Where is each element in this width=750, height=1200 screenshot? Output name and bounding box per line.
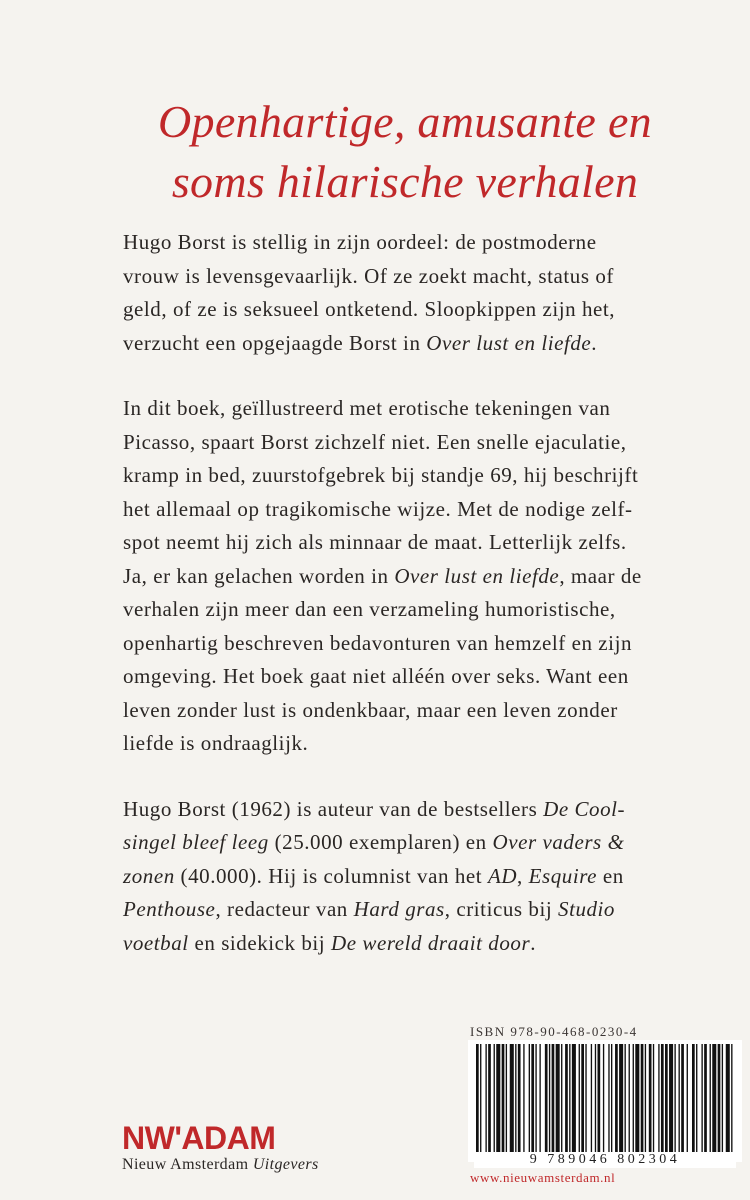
barcode-bar <box>658 1044 659 1154</box>
blurb <box>123 226 723 992</box>
barcode-bar <box>485 1044 486 1154</box>
barcode-bar <box>633 1044 634 1154</box>
barcode-bar <box>523 1044 524 1154</box>
book-title-italic: Over vaders & <box>492 830 625 854</box>
barcode-bar <box>549 1044 550 1154</box>
barcode-bars <box>476 1044 734 1154</box>
publication-italic: Studio <box>558 897 615 921</box>
barcode-bar <box>722 1044 723 1154</box>
barcode-bar <box>645 1044 646 1154</box>
text-line <box>123 793 723 827</box>
barcode-bar <box>625 1044 626 1154</box>
text-fragment: . <box>530 930 536 955</box>
barcode-bar <box>552 1044 555 1154</box>
barcode-bar <box>718 1044 721 1154</box>
text-line: omgeving. Het boek gaat niet alléén over seks. Want een <box>123 664 629 688</box>
text-line: geld, of ze is seksueel ontketend. Sloopkippen zijn het, <box>123 297 616 321</box>
barcode-bar <box>494 1044 495 1154</box>
text-fragment: , redacteur van <box>215 897 354 921</box>
paragraph-1 <box>123 226 723 360</box>
barcode-bar <box>603 1044 604 1154</box>
barcode-bar <box>569 1044 570 1154</box>
text-line: Hugo Borst is stellig in zijn oordeel: de postmoderne <box>123 230 597 254</box>
barcode-bar <box>674 1044 675 1154</box>
barcode-bar <box>591 1044 592 1154</box>
barcode-bar <box>581 1044 584 1154</box>
text-line: leven zonder lust is ondenkbaar, maar een leven zonder <box>123 697 618 722</box>
text-fragment: . <box>591 330 598 355</box>
barcode-bar <box>681 1044 684 1154</box>
barcode-bar <box>649 1044 652 1154</box>
text-line: In dit boek, geïllustreerd met erotische tekeningen van <box>123 396 611 420</box>
text-line <box>123 826 723 860</box>
isbn-label: ISBN 978-90-468-0230-4 <box>470 1024 638 1039</box>
book-title-italic: singel bleef leeg <box>123 830 269 854</box>
barcode-bar <box>731 1044 732 1154</box>
barcode-bar <box>545 1044 548 1154</box>
barcode-bar <box>595 1044 596 1154</box>
paragraph-2 <box>123 392 723 761</box>
text-fragment: , criticus bij <box>444 897 559 921</box>
barcode-bar <box>579 1044 580 1154</box>
barcode-bar <box>661 1044 664 1154</box>
barcode-bar <box>585 1044 586 1154</box>
barcode-bar <box>529 1044 530 1154</box>
barcode-bar <box>502 1044 505 1154</box>
text-line <box>123 560 723 594</box>
text-line <box>123 893 723 927</box>
barcode-bar <box>692 1044 695 1154</box>
headline-line-1: Openhartige, amusante en <box>158 96 652 147</box>
barcode-bar <box>696 1044 697 1154</box>
barcode-bar <box>556 1044 560 1154</box>
text-line: Picasso, spaart Borst zichzelf niet. Een snelle ejaculatie, <box>123 429 627 454</box>
text-fragment: (25.000 exemplaren) en <box>268 830 493 854</box>
barcode-bar <box>619 1044 623 1154</box>
text-fragment: en <box>597 863 624 888</box>
publisher-logo <box>122 1120 342 1156</box>
barcode-bar <box>518 1044 521 1154</box>
barcode-bar <box>641 1044 644 1154</box>
barcode-bar <box>561 1044 562 1154</box>
barcode-bar <box>653 1044 654 1154</box>
book-title-italic: Over lust en liefde <box>426 330 592 355</box>
paragraph-3-author-bio <box>123 793 723 961</box>
barcode-bar <box>611 1044 612 1154</box>
book-title-italic: Over lust en liefde <box>394 563 560 588</box>
barcode-bar <box>608 1044 609 1154</box>
book-title-italic: De Cool- <box>543 796 626 821</box>
book-title-italic: zonen <box>123 863 175 888</box>
barcode-digits: 9 789046 802304 <box>474 1152 736 1168</box>
barcode-bar <box>565 1044 568 1154</box>
text-line: verhalen zijn meer dan een verzameling humoristische, <box>123 597 616 621</box>
headline <box>95 92 715 212</box>
publication-italic: AD <box>487 863 518 888</box>
barcode-bar <box>488 1044 491 1154</box>
barcode-bar <box>572 1044 576 1154</box>
publication-italic: Hard gras <box>353 897 445 921</box>
barcode <box>468 1040 742 1167</box>
barcode-bar <box>710 1044 711 1154</box>
barcode-bar <box>598 1044 601 1154</box>
tv-show-italic: De wereld draait door <box>331 930 531 955</box>
publisher-name-italic: Uitgevers <box>252 1156 319 1173</box>
text-fragment: (40.000). Hij is columnist van het <box>174 863 488 888</box>
text-fragment: , maar de <box>559 563 642 588</box>
barcode-bar <box>615 1044 618 1154</box>
headline-line-2: soms hilarische verhalen <box>171 156 639 207</box>
text-line: spot neemt hij zich als minnaar de maat. Letterlijk zelfs. <box>123 530 627 554</box>
publisher-website: www.nieuwamsterdam.nl <box>470 1170 616 1185</box>
barcode-bar <box>510 1044 514 1154</box>
text-line <box>123 860 723 894</box>
barcode-bar <box>712 1044 716 1154</box>
publisher-name-text: Nieuw Amsterdam <box>122 1156 249 1173</box>
publisher-name <box>122 1156 422 1174</box>
barcode-bar <box>480 1044 481 1154</box>
barcode-bar <box>476 1044 479 1154</box>
barcode-bar <box>687 1044 688 1154</box>
text-fragment: Ja, er kan gelachen worden in <box>123 563 395 588</box>
text-line: kramp in bed, zuurstofgebrek bij standje 69, hij beschrijft <box>123 463 639 487</box>
text-line <box>123 327 723 361</box>
barcode-bar <box>539 1044 540 1154</box>
barcode-bar <box>679 1044 680 1154</box>
barcode-bar <box>531 1044 534 1154</box>
publication-italic: Penthouse <box>123 897 216 921</box>
barcode-bar <box>665 1044 668 1154</box>
text-line <box>123 927 723 961</box>
barcode-bar <box>704 1044 707 1154</box>
barcode-bar <box>726 1044 730 1154</box>
barcode-bar <box>506 1044 507 1154</box>
barcode-bar <box>535 1044 536 1154</box>
barcode-bar <box>515 1044 516 1154</box>
barcode-bar <box>635 1044 639 1154</box>
publication-italic: voetbal <box>123 930 189 955</box>
publication-italic: Esquire <box>528 863 598 888</box>
text-line: het allemaal op tragikomische wijze. Met de nodige zelf- <box>123 496 633 521</box>
text-fragment: verzucht een opgejaagde Borst in <box>123 330 427 355</box>
barcode-bar <box>629 1044 630 1154</box>
text-fragment: Hugo Borst (1962) is auteur van de bestsellers <box>123 796 544 821</box>
text-fragment: en sidekick bij <box>188 930 331 955</box>
barcode-bar <box>701 1044 702 1154</box>
barcode-bar <box>669 1044 673 1154</box>
text-fragment: , <box>517 863 529 888</box>
barcode-bar <box>496 1044 500 1154</box>
text-line: vrouw is levensgevaarlijk. Of ze zoekt macht, status of <box>123 263 614 288</box>
text-line: liefde is ondraaglijk. <box>123 731 309 755</box>
publisher-logo-text: NW'ADAM <box>122 1120 276 1156</box>
text-line: openhartig beschreven bedavonturen van hemzelf en zijn <box>123 630 632 655</box>
